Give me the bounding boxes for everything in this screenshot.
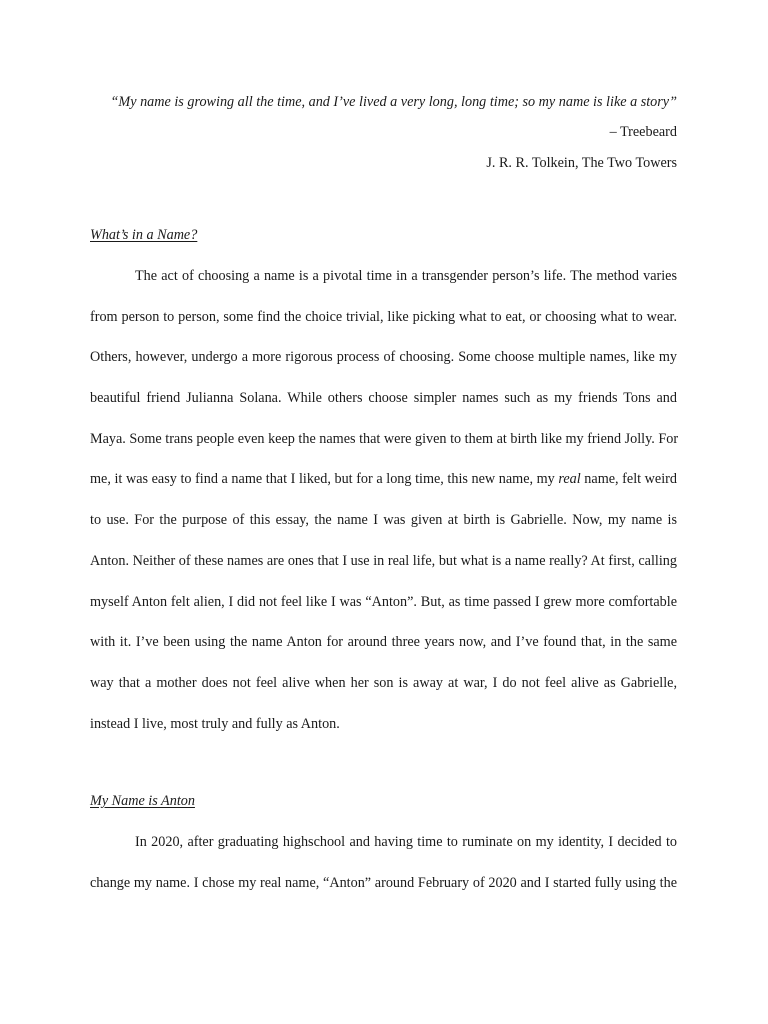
paragraph-line: to use. For the purpose of this essay, the name I was given at birth is Gabrielle. Now, my name is bbox=[90, 512, 677, 529]
paragraph-line: Others, however, undergo a more rigorous process of choosing. Some choose multiple names, like my bbox=[90, 349, 677, 366]
paragraph-line: instead I live, most truly and fully as Anton. bbox=[90, 715, 340, 732]
paragraph-whats-in-a-name bbox=[90, 266, 677, 754]
epigraph-source: J. R. R. Tolkein, The Two Towers bbox=[486, 155, 677, 171]
paragraph-line: myself Anton felt alien, I did not feel like I was “Anton”. But, as time passed I grew more comfortable bbox=[90, 593, 677, 610]
paragraph-line: In 2020, after graduating highschool and having time to ruminate on my identity, I decided to bbox=[135, 834, 677, 850]
paragraph-line: way that a mother does not feel alive when her son is away at war, I do not feel alive as Gabrielle, bbox=[90, 674, 677, 691]
paragraph-line: Maya. Some trans people even keep the names that were given to them at birth like my friend Jolly. For bbox=[90, 430, 679, 447]
section-heading-my-name-is-anton: My Name is Anton bbox=[90, 793, 195, 809]
paragraph-line: change my name. I chose my real name, “Anton” around February of 2020 and I started fully using the bbox=[90, 874, 677, 891]
line-text-after: name, felt weird bbox=[580, 471, 677, 488]
line-text-before: me, it was easy to find a name that I liked, but for a long time, this new name, my bbox=[90, 471, 559, 488]
section-heading-whats-in-a-name: What’s in a Name? bbox=[90, 227, 198, 243]
paragraph-line: beautiful friend Julianna Solana. While others choose simpler names such as my friends Tons and bbox=[90, 390, 677, 407]
epigraph-attribution: – Treebeard bbox=[609, 124, 677, 140]
paragraph-line bbox=[90, 469, 677, 510]
paragraph-line: The act of choosing a name is a pivotal time in a transgender person’s life. The method varies bbox=[135, 268, 677, 284]
paragraph-line: with it. I’ve been using the name Anton for around three years now, and I’ve found that, in the same bbox=[90, 634, 677, 651]
paragraph-line: from person to person, some find the choice trivial, like picking what to eat, or choosing what to wear. bbox=[90, 308, 677, 325]
paragraph-line: Anton. Neither of these names are ones that I use in real life, but what is a name really? At first, calling bbox=[90, 552, 677, 569]
epigraph-quote: “My name is growing all the time, and I’ve lived a very long, long time; so my name is like a story” bbox=[110, 94, 677, 110]
paragraph-my-name-is-anton bbox=[90, 832, 677, 913]
emphasis-real: real bbox=[558, 471, 581, 488]
